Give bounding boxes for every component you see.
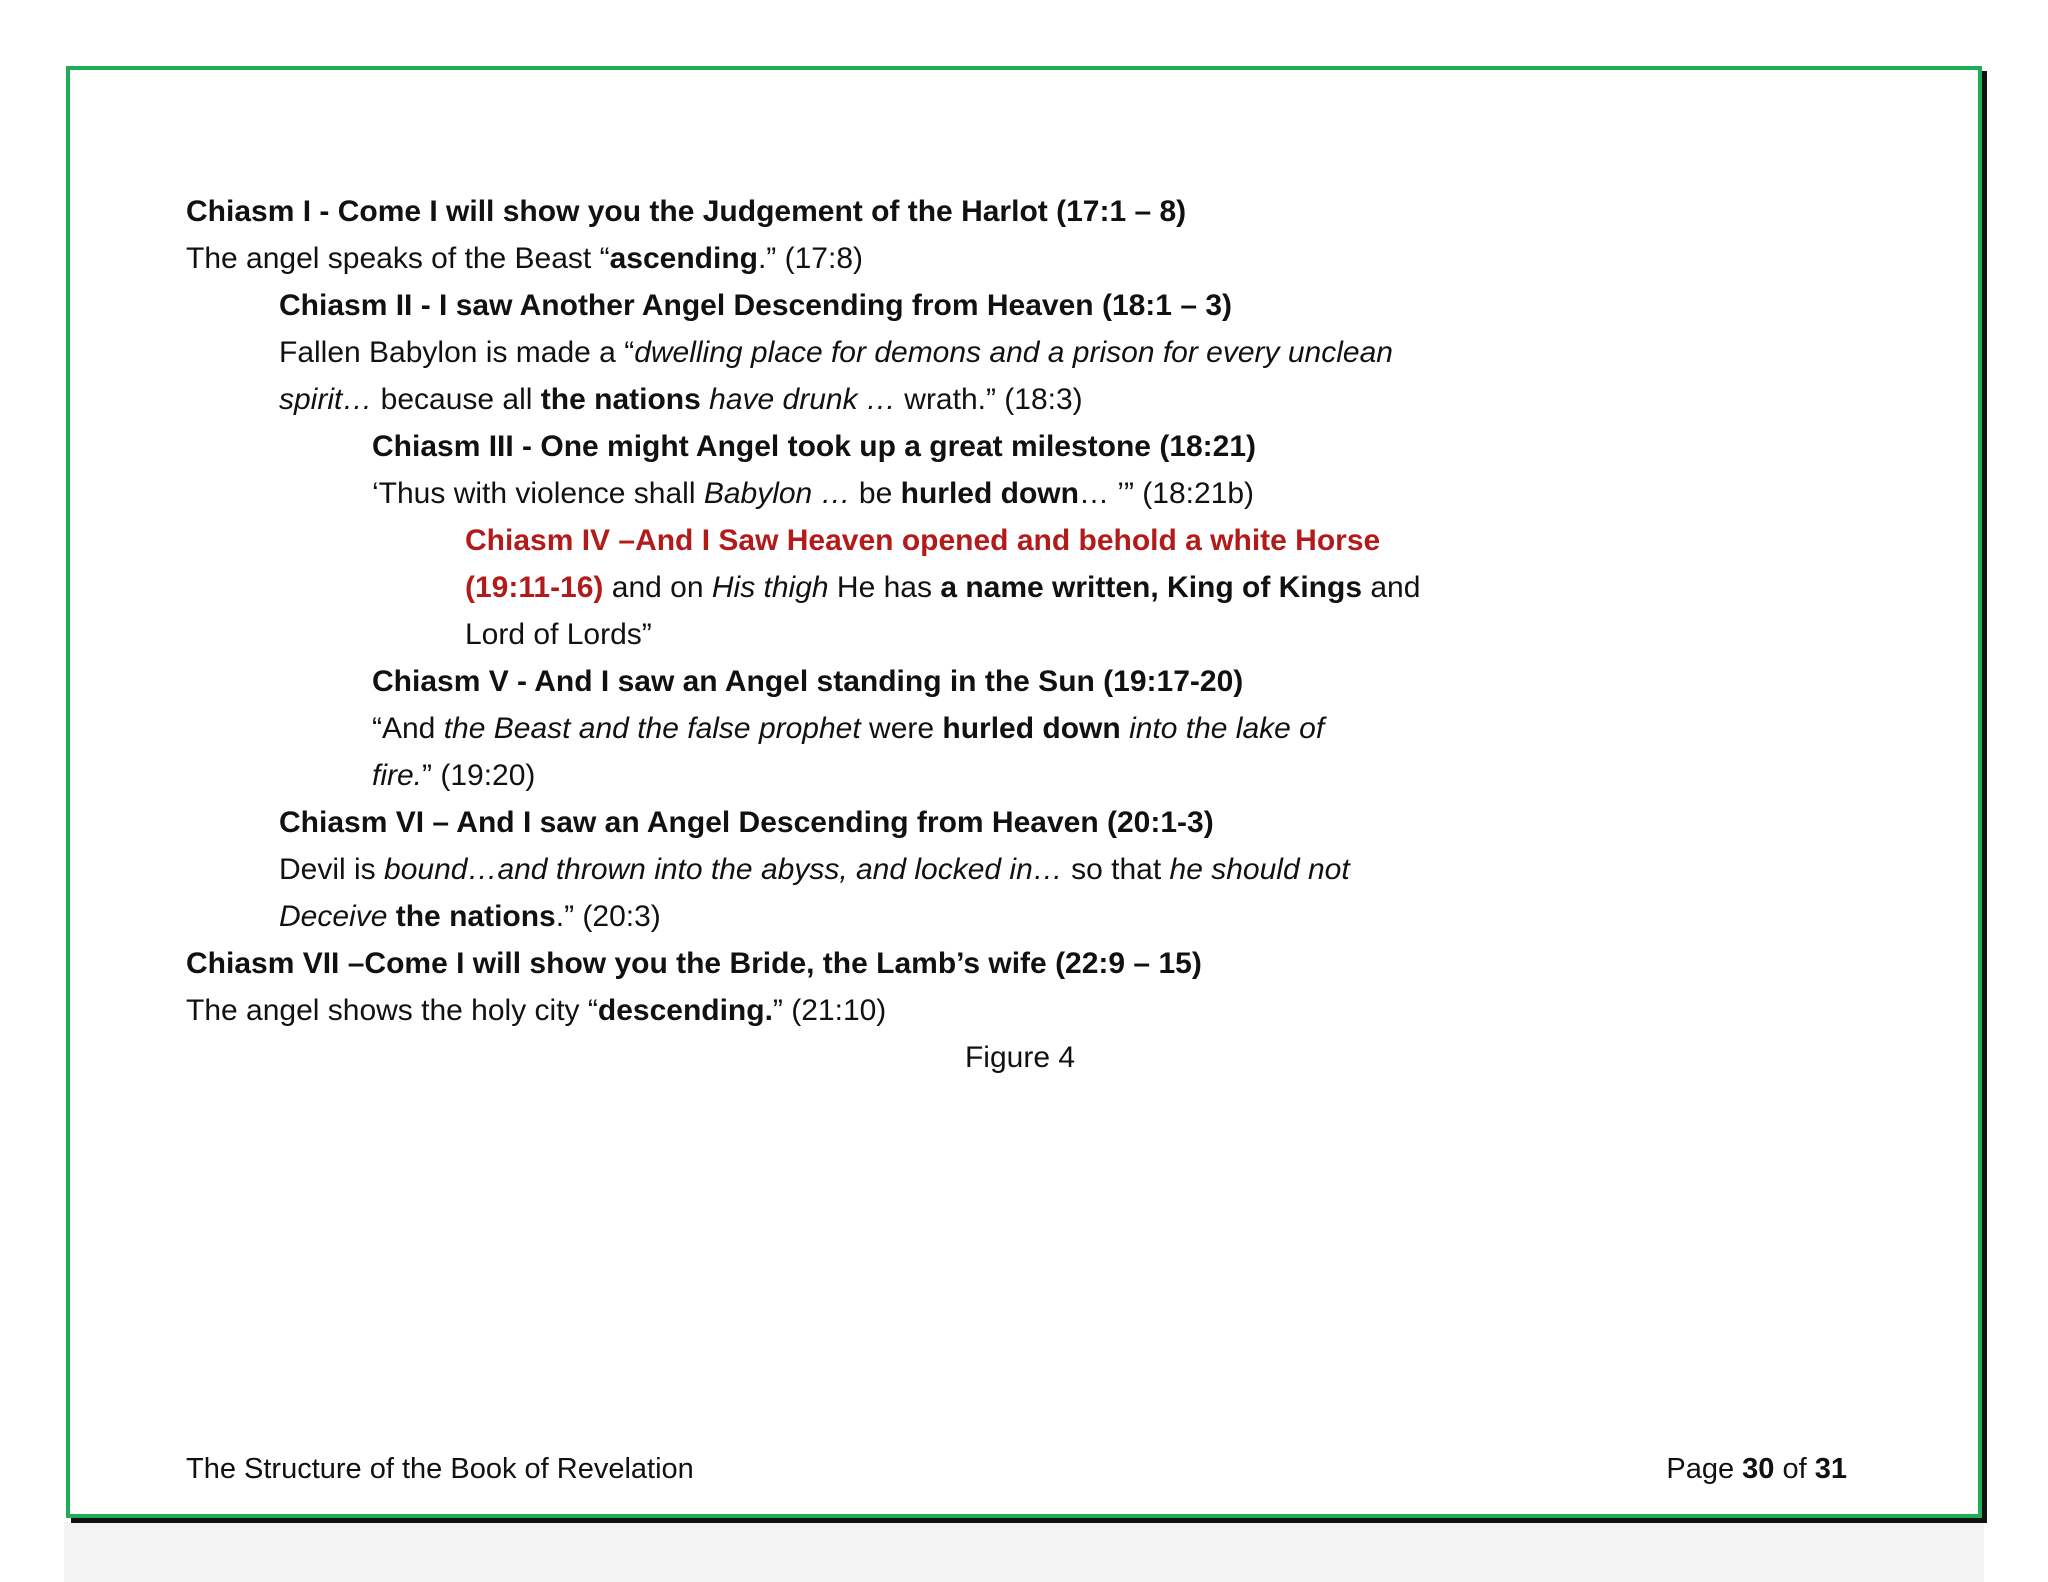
outline-line (186, 470, 1486, 517)
text-segment (1121, 712, 1129, 745)
figure-caption: Figure 4 (964, 1041, 1076, 1074)
outline-line (186, 893, 1486, 940)
text-segment: .” (20:3) (555, 900, 661, 933)
outline-line (186, 423, 1486, 470)
footer-document-title: The Structure of the Book of Revelation (186, 1453, 694, 1485)
text-segment: Chiasm V - And I saw an Angel standing in the Sun (19:17-20) (372, 665, 1244, 698)
text-segment: ” (19:20) (422, 759, 536, 792)
outline-line (186, 987, 1486, 1034)
text-segment: Lord of Lords” (465, 618, 652, 651)
text-segment: and on (603, 571, 712, 604)
text-segment: ascending (609, 242, 758, 275)
outline-line (186, 376, 1486, 423)
outline-line (186, 611, 1486, 658)
page-total: 31 (1814, 1453, 1847, 1485)
text-segment: Deceive (279, 900, 388, 933)
outline-line (186, 517, 1486, 564)
text-segment: the nations (395, 900, 556, 933)
outline-line (186, 846, 1486, 893)
text-segment: dwelling place for demons and a prison for every unclean (634, 336, 1393, 369)
text-segment: Babylon … (703, 477, 851, 510)
outline-line (186, 658, 1486, 705)
text-segment: bound…and thrown into the abyss, and locked in… (384, 853, 1063, 886)
text-segment: have drunk … (709, 383, 896, 416)
outline-line (186, 188, 1486, 235)
text-segment: … ’” (18:21b) (1078, 477, 1255, 510)
text-segment: Fallen Babylon is made a “ (279, 336, 635, 369)
text-segment: The angel shows the holy city “ (186, 994, 598, 1027)
text-segment: he should not (1169, 853, 1350, 886)
text-segment: were (860, 712, 943, 745)
text-segment: Chiasm II - I saw Another Angel Descending from Heaven (18:1 – 3) (279, 289, 1233, 322)
page-bottom-band (64, 1522, 1984, 1582)
text-segment: the Beast and the false prophet (443, 712, 861, 745)
text-segment: Chiasm I - Come I will show you the Judgement of the Harlot (17:1 – 8) (186, 195, 1187, 228)
text-segment: ‘Thus with violence shall (372, 477, 704, 510)
text-segment: and (1362, 571, 1421, 604)
text-segment: Chiasm III - One might Angel took up a great milestone (18:21) (372, 430, 1257, 463)
text-segment: His thigh (711, 571, 829, 604)
footer-page-number (1666, 1453, 1847, 1486)
outline-line (186, 282, 1486, 329)
text-segment: hurled down (900, 477, 1079, 510)
text-segment: The angel speaks of the Beast “ (186, 242, 610, 275)
text-segment: fire. (372, 759, 423, 792)
text-segment: ” (21:10) (772, 994, 887, 1027)
text-segment: descending. (597, 994, 773, 1027)
text-segment: a name written, King of Kings (940, 571, 1363, 604)
text-segment: be (850, 477, 901, 510)
outline-lines (186, 188, 1486, 1034)
chiasm-outline (186, 188, 1486, 1081)
text-segment: He has (828, 571, 941, 604)
text-segment: Devil is (279, 853, 385, 886)
outline-line (186, 940, 1486, 987)
text-segment: wrath.” (18:3) (895, 383, 1083, 416)
text-segment: because all (372, 383, 541, 416)
text-segment: “And (372, 712, 444, 745)
page-current: 30 (1742, 1453, 1775, 1485)
page-prefix: Page (1666, 1453, 1743, 1485)
text-segment: Chiasm VII –Come I will show you the Bride, the Lamb’s wife (22:9 – 15) (186, 947, 1202, 980)
text-segment (701, 383, 709, 416)
text-segment (387, 900, 395, 933)
text-segment: Chiasm VI – And I saw an Angel Descending from Heaven (20:1-3) (279, 806, 1214, 839)
text-segment: .” (17:8) (757, 242, 863, 275)
text-segment: into the lake of (1129, 712, 1325, 745)
text-segment: Chiasm IV –And I Saw Heaven opened and behold a white Horse (465, 524, 1381, 557)
outline-line (186, 564, 1486, 611)
text-segment: hurled down (942, 712, 1121, 745)
outline-line (186, 799, 1486, 846)
text-segment: spirit… (279, 383, 373, 416)
text-segment: (19:11-16) (465, 571, 604, 604)
outline-line (186, 705, 1486, 752)
page-of: of (1774, 1453, 1815, 1485)
outline-line (186, 329, 1486, 376)
outline-line (186, 752, 1486, 799)
outline-line (186, 235, 1486, 282)
text-segment: the nations (540, 383, 701, 416)
text-segment: so that (1062, 853, 1170, 886)
